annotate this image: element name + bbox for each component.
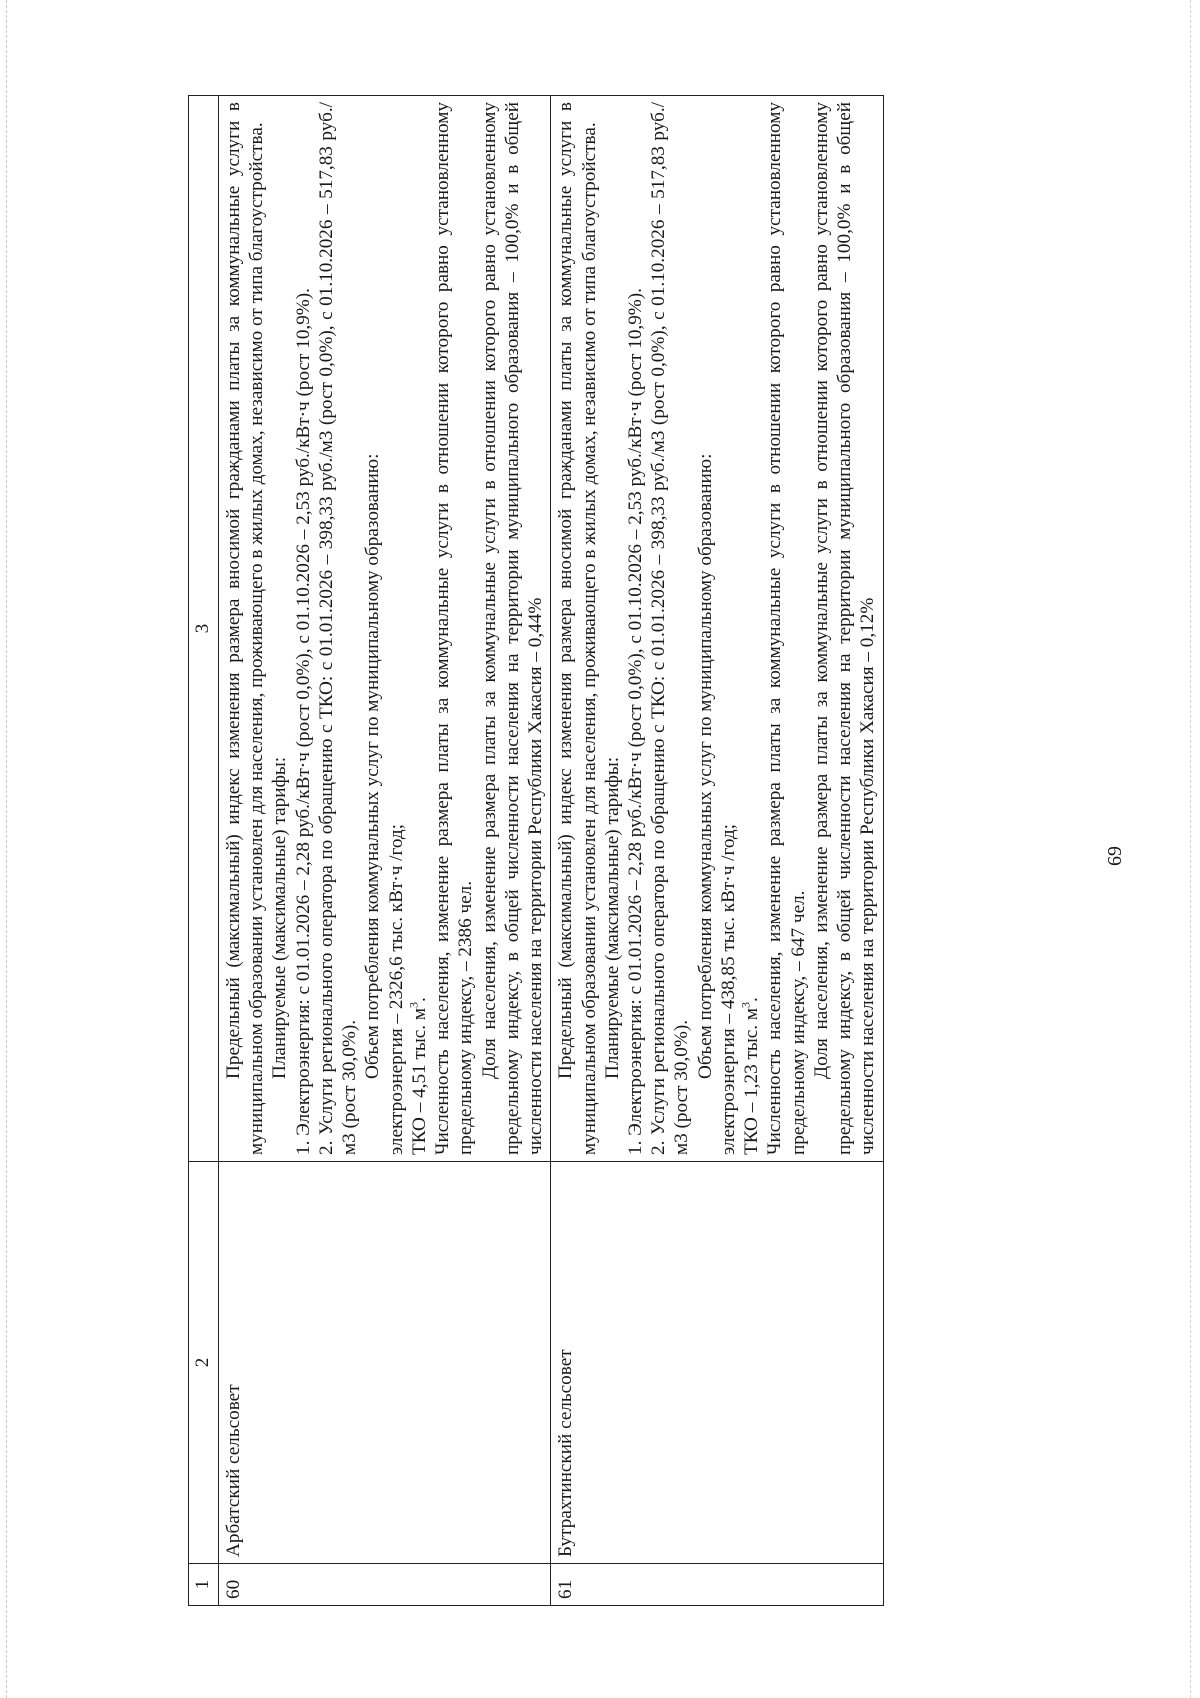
- table-row: [218, 96, 550, 1606]
- table-header-row: [189, 96, 219, 1606]
- volume-title: Объем потребления коммунальных услуг по муниципальному образованию:: [362, 453, 384, 1079]
- header-col-1: 1: [189, 1564, 219, 1606]
- page-number: 69: [1104, 846, 1126, 866]
- tariff-tko: 2. Услуги регионального оператора по обращению с ТКО: с 01.01.2026 – 398,33 руб./м3 (рост 0,0%), с 01.10.2026 – 517,83 руб./м3 (рост 30,0%).: [648, 102, 693, 1155]
- rotated-landscape-content: [188, 96, 1126, 1606]
- tariff-electricity: 1. Электроэнергия: с 01.01.2026 – 2,28 руб./кВт·ч (рост 0,0%), с 01.10.2026 – 2,53 руб./кВт·ч (рост 10,9%).: [624, 288, 646, 1155]
- volume-tko: [740, 102, 763, 1155]
- scan-edge-right: [1190, 0, 1192, 1698]
- volume-tko-sup: 3: [738, 1002, 753, 1008]
- row-number: 61: [551, 1564, 883, 1606]
- header-col-3: 3: [189, 96, 219, 1162]
- volume-tko-sup: 3: [406, 1002, 421, 1008]
- tariffs-title: Планируемые (максимальные) тарифы:: [269, 756, 291, 1079]
- volume-electricity: электроэнергия – 438,85 тыс. кВт·ч /год;: [717, 823, 739, 1155]
- row-description: [551, 96, 883, 1162]
- intro-paragraph: Предельный (максимальный) индекс изменения размера вносимой гражданами платы за коммунальные услуги в муниципальном образовании установлен для населения, проживающего в жилых домах, независимо от типа благоустройства.: [555, 102, 600, 1155]
- share-paragraph: Доля населения, изменение размера платы за коммунальные услуги в отношении которого равно установленному предельному индексу, в общей численности населения на территории муниципального образования – 100,0% и в общей численности населения на территории Республики Хакасия – 0,12%: [810, 102, 879, 1155]
- population-paragraph: Численность населения, изменение размера платы за коммунальные услуги в отношении которого равно установленному предельному индексу, – 647 чел.: [764, 102, 809, 1155]
- row-description: [218, 96, 550, 1162]
- volume-electricity: электроэнергия – 2326,6 тыс. кВт·ч /год;: [385, 823, 407, 1155]
- volume-tko-text: ТКО – 1,23 тыс. м: [741, 1008, 763, 1155]
- row-number: 60: [218, 1564, 550, 1606]
- scan-edge-left: [6, 0, 8, 1698]
- volume-tko: [408, 102, 431, 1155]
- header-col-2: 2: [189, 1162, 219, 1564]
- volume-tko-end: .: [741, 997, 763, 1002]
- municipality-name: Арбатский сельсовет: [218, 1162, 550, 1564]
- tariff-tko: 2. Услуги регионального оператора по обращению с ТКО: с 01.01.2026 – 398,33 руб./м3 (рост 0,0%), с 01.10.2026 – 517,83 руб./м3 (рост 30,0%).: [315, 102, 361, 1155]
- tariff-table: [188, 95, 884, 1606]
- volume-tko-text: ТКО – 4,51 тыс. м: [408, 1008, 430, 1155]
- tariffs-title: Планируемые (максимальные) тарифы:: [601, 756, 623, 1079]
- intro-paragraph: Предельный (максимальный) индекс изменения размера вносимой гражданами платы за коммунальные услуги в муниципальном образовании установлен для населения, проживающего в жилых домах, независимо от типа благоустройства.: [222, 102, 268, 1155]
- volume-tko-end: .: [408, 997, 430, 1002]
- tariff-electricity: 1. Электроэнергия: с 01.01.2026 – 2,28 руб./кВт·ч (рост 0,0%), с 01.10.2026 – 2,53 руб./кВт·ч (рост 10,9%).: [292, 288, 314, 1155]
- population-paragraph: Численность населения, изменение размера платы за коммунальные услуги в отношении которого равно установленному предельному индексу, – 2386 чел.: [432, 102, 477, 1155]
- municipality-name: Бутрахтинский сельсовет: [551, 1162, 883, 1564]
- share-paragraph: Доля населения, изменение размера платы за коммунальные услуги в отношении которого равно установленному предельному индексу, в общей численности населения на территории муниципального образования – 100,0% и в общей численности населения на территории Республики Хакасия – 0,44%: [478, 102, 547, 1155]
- volume-title: Объем потребления коммунальных услуг по муниципальному образованию:: [694, 453, 716, 1079]
- table-row: [551, 96, 883, 1606]
